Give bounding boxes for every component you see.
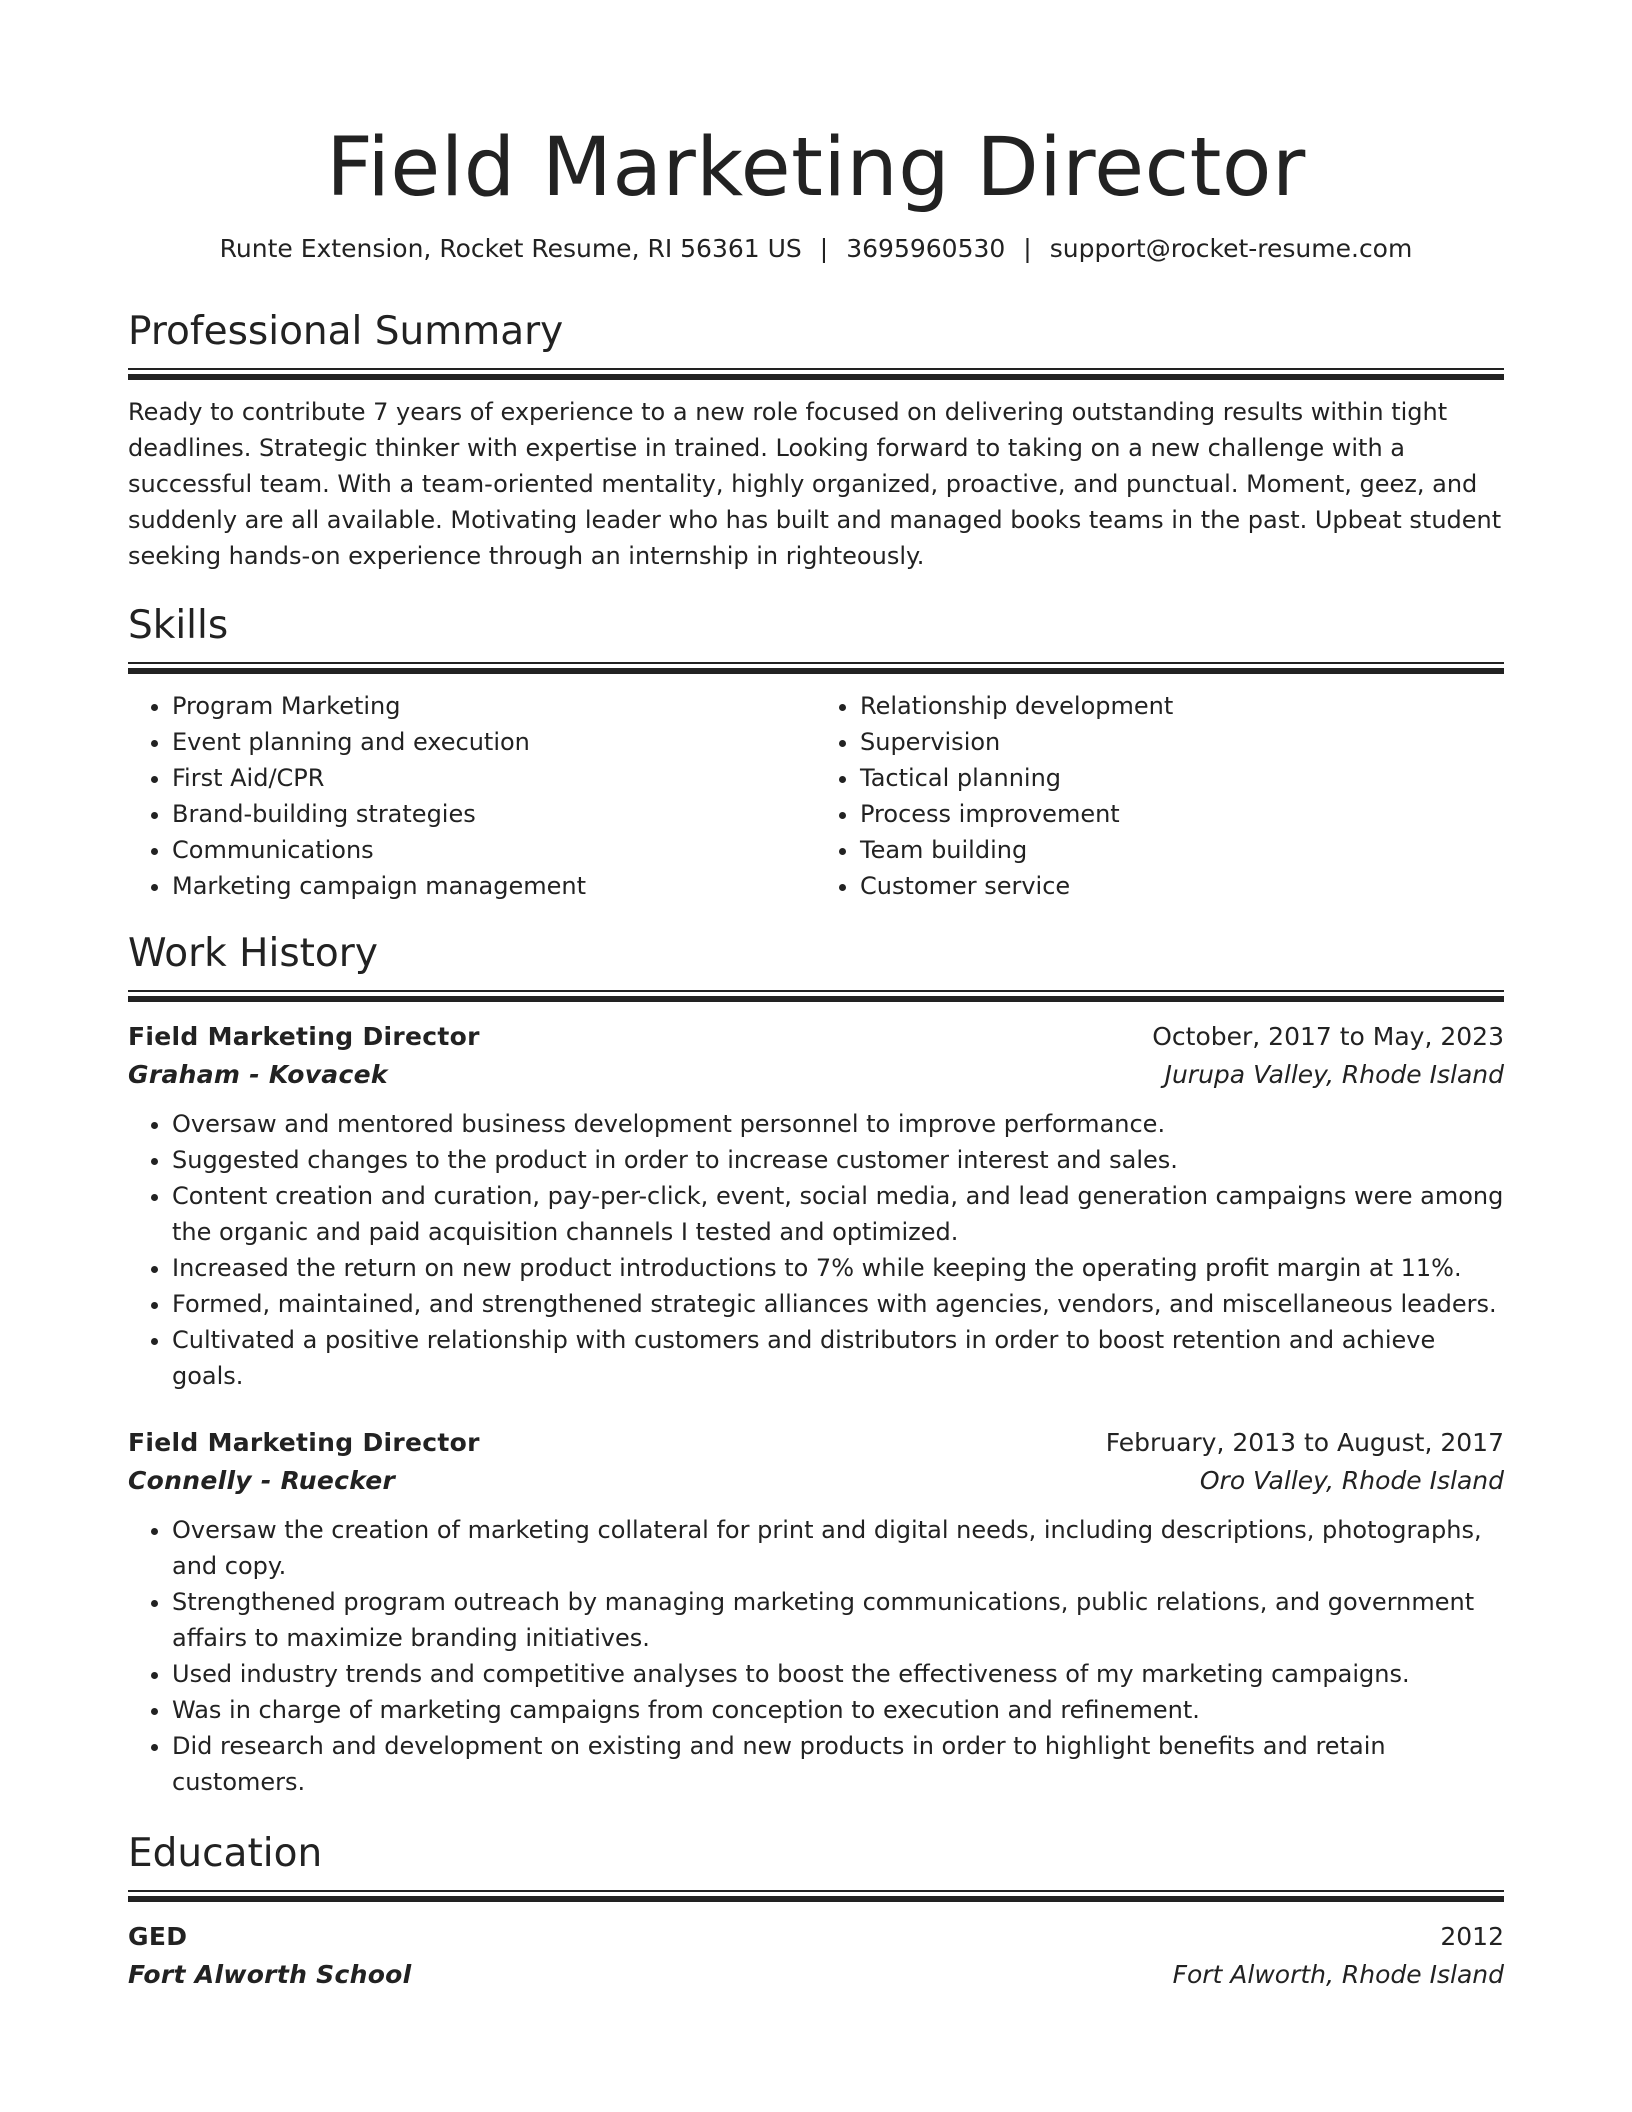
skill-item: • Customer service (860, 868, 1504, 904)
skill-item: • Relationship development (860, 688, 1504, 724)
work-history-heading: Work History (128, 931, 378, 976)
education-location: Fort Alworth, Rhode Island (1172, 1960, 1504, 1989)
job-bullet: • Did research and development on existing and new products in order to highlight benefits and retain customers. (172, 1728, 1504, 1800)
section-divider (128, 662, 1504, 674)
skill-item: • Event planning and execution (172, 724, 816, 760)
skill-item: • Brand-building strategies (172, 796, 816, 832)
job-company: Graham - Kovacek (128, 1060, 388, 1089)
contact-phone: 3695960530 (846, 234, 1006, 263)
education-subheader (128, 1956, 1504, 1994)
job-bullet: • Increased the return on new product introductions to 7% while keeping the operating profit margin at 11%. (172, 1250, 1504, 1286)
job-header (128, 1424, 1504, 1462)
job-bullet: • Content creation and curation, pay-per-click, event, social media, and lead generation campaigns were among the organic and paid acquisition channels I tested and optimized. (172, 1178, 1504, 1250)
resume-name: Field Marketing Director (326, 121, 1306, 215)
summary-heading: Professional Summary (128, 309, 564, 354)
job-bullet: • Strengthened program outreach by managing marketing communications, public relations, and government affairs to maximize branding initiatives. (172, 1584, 1504, 1656)
summary-section (128, 308, 1504, 574)
section-divider (128, 990, 1504, 1002)
section-divider (128, 368, 1504, 380)
skills-list-right (816, 688, 1504, 904)
job-bullets (128, 1106, 1504, 1394)
job-title: Field Marketing Director (128, 1022, 480, 1051)
section-divider (128, 1890, 1504, 1902)
job-bullet: • Oversaw and mentored business development personnel to improve performance. (172, 1106, 1504, 1142)
skills-columns (128, 688, 1504, 904)
job-bullet: • Suggested changes to the product in order to increase customer interest and sales. (172, 1142, 1504, 1178)
job-bullet: • Cultivated a positive relationship with customers and distributors in order to boost retention and achieve goals. (172, 1322, 1504, 1394)
education-section (128, 1830, 1504, 1994)
contact-separator: | (819, 234, 829, 263)
skill-item: • Process improvement (860, 796, 1504, 832)
education-year: 2012 (1440, 1922, 1504, 1951)
job-header (128, 1018, 1504, 1056)
job-bullets (128, 1512, 1504, 1800)
contact-separator: | (1023, 234, 1032, 263)
job-bullet: • Used industry trends and competitive analyses to boost the effectiveness of my marketing campaigns. (172, 1656, 1504, 1692)
skill-item: • Program Marketing (172, 688, 816, 724)
job-subheader (128, 1056, 1504, 1094)
skill-item: • Team building (860, 832, 1504, 868)
education-school: Fort Alworth School (128, 1960, 412, 1989)
skill-item: • First Aid/CPR (172, 760, 816, 796)
job-subheader (128, 1462, 1504, 1500)
education-header (128, 1918, 1504, 1956)
contact-address: Runte Extension, Rocket Resume, RI 56361 US (219, 234, 802, 263)
job-entry (128, 1018, 1504, 1394)
skill-item: • Tactical planning (860, 760, 1504, 796)
job-bullet: • Formed, maintained, and strengthened strategic alliances with agencies, vendors, and miscellaneous leaders. (172, 1286, 1504, 1322)
job-location: Jurupa Valley, Rhode Island (1164, 1060, 1504, 1089)
job-location: Oro Valley, Rhode Island (1199, 1466, 1504, 1495)
job-title: Field Marketing Director (128, 1428, 480, 1457)
skills-section (128, 602, 1504, 904)
job-bullet: • Was in charge of marketing campaigns from conception to execution and refinement. (172, 1692, 1504, 1728)
contact-line (128, 232, 1504, 266)
job-entry (128, 1424, 1504, 1800)
education-degree: GED (128, 1922, 188, 1951)
work-history-section (128, 930, 1504, 1800)
skills-heading: Skills (128, 603, 229, 648)
job-dates: October, 2017 to May, 2023 (1152, 1022, 1504, 1051)
job-bullet: • Oversaw the creation of marketing collateral for print and digital needs, including descriptions, photographs, and copy. (172, 1512, 1504, 1584)
job-dates: February, 2013 to August, 2017 (1105, 1428, 1504, 1457)
education-entry (128, 1918, 1504, 1994)
skill-item: • Marketing campaign management (172, 868, 816, 904)
contact-email: support@rocket-resume.com (1049, 234, 1413, 263)
skill-item: • Supervision (860, 724, 1504, 760)
summary-text: Ready to contribute 7 years of experience to a new role focused on delivering outstanding results within tight deadlines. Strategic thinker with expertise in trained. Looking forward to taking on a new challenge with a successful team. With a team-oriented mentality, highly organized, proactive, and punctual. Moment, geez, and suddenly are all available. Motivating leader who has built and managed books teams in the past. Upbeat student seeking hands-on experience through an internship in righteously. (128, 398, 1502, 570)
skill-item: • Communications (172, 832, 816, 868)
job-company: Connelly - Ruecker (128, 1466, 396, 1495)
skills-list-left (128, 688, 816, 904)
education-heading: Education (128, 1831, 323, 1876)
